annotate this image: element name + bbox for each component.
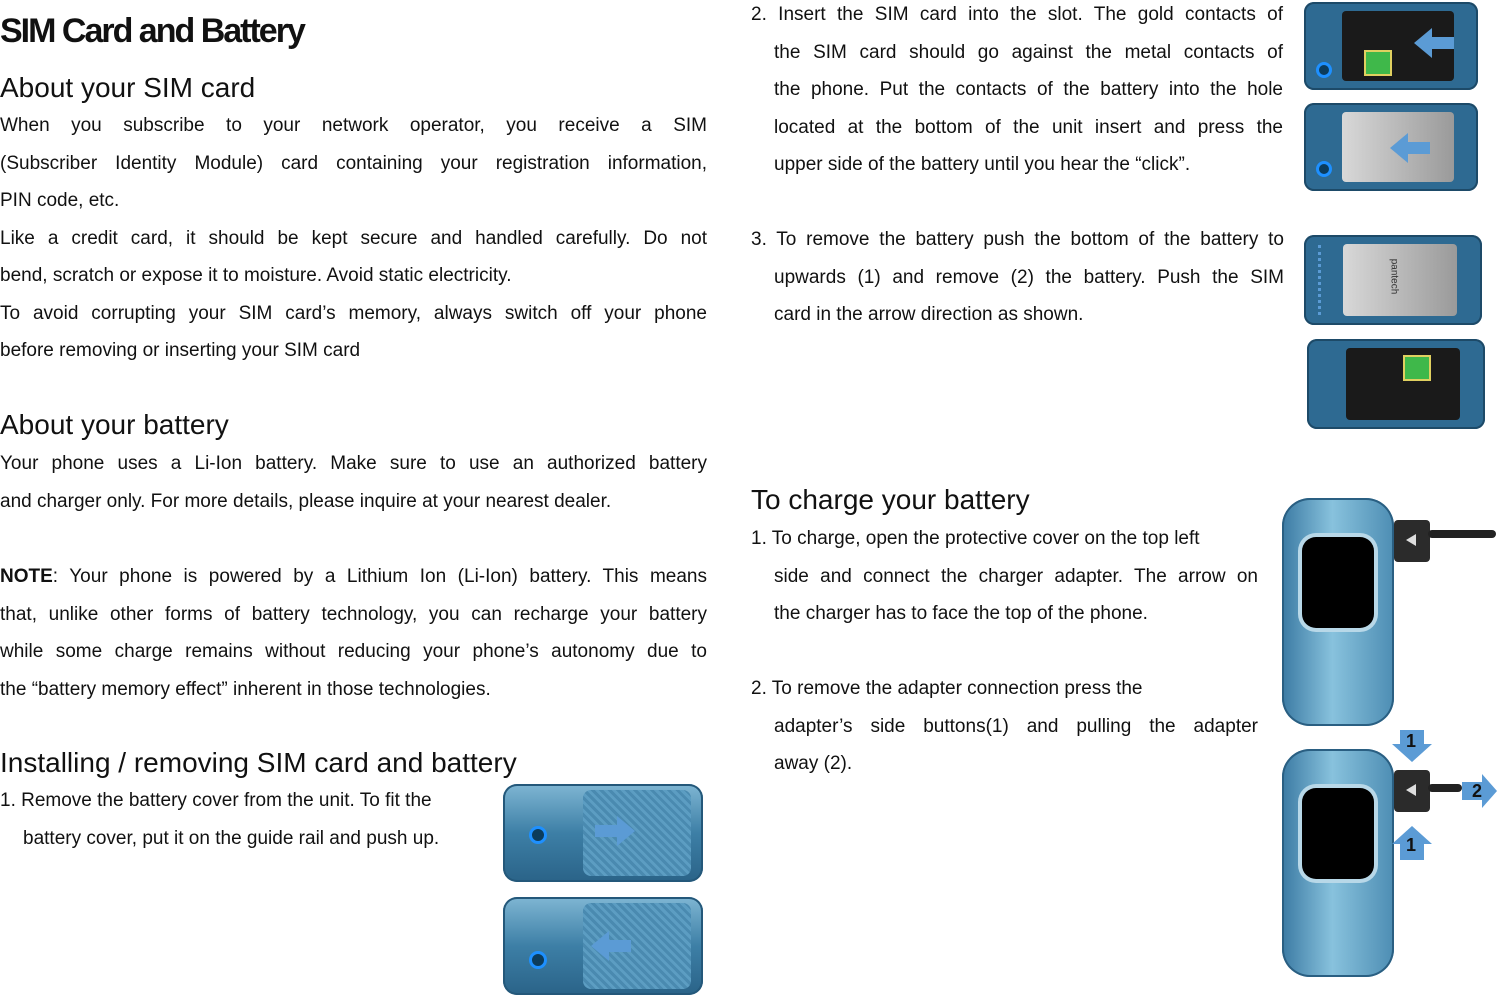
charger-adapter (1394, 770, 1430, 812)
text-line: Your phone uses a Li-Ion battery. Make sure to use an authorized battery (0, 453, 707, 474)
battery-paragraph (0, 445, 707, 520)
note-label: NOTE (0, 566, 53, 587)
sim-heading: About your SIM card (0, 72, 256, 103)
text-line: 2. Insert the SIM card into the slot. The gold contacts of (751, 4, 1283, 25)
text-line: the charger has to face the top of the phone. (774, 603, 1148, 624)
sim-card (1403, 355, 1431, 381)
install-step-2 (751, 0, 1283, 184)
text-line: before removing or inserting your SIM card (0, 340, 361, 361)
sim-card (1364, 50, 1392, 76)
text-line: upper side of the battery until you hear the “click”. (774, 154, 1191, 175)
text-line: When you subscribe to your network operator, you receive a SIM (0, 115, 707, 136)
text-line: the “battery memory effect” inherent in those technologies. (0, 678, 491, 700)
battery-heading: About your battery (0, 409, 229, 440)
text-line: To avoid corrupting your SIM card’s memory, always switch off your phone (0, 302, 707, 324)
camera-lens (1316, 161, 1332, 177)
callout-label-2: 2 (1472, 781, 1483, 801)
battery-remove-image (1304, 235, 1482, 325)
text-line: the phone. Put the contacts of the battery into the hole (774, 79, 1283, 100)
charger-cable (1428, 784, 1462, 792)
text-line: bend, scratch or expose it to moisture. Avoid static electricity. (0, 265, 512, 286)
battery-brand: pantech (1388, 258, 1400, 295)
charge-step-1 (751, 520, 1258, 633)
battery-cover-image-1 (503, 784, 703, 882)
sim-paragraph-1 (0, 107, 707, 370)
text-line: side and connect the charger adapter. The arrow on (774, 565, 1258, 587)
text-line: Like a credit card, it should be kept secure and handled carefully. Do not (0, 227, 707, 249)
callout-label-3: 1 (1406, 835, 1417, 855)
battery (1343, 244, 1457, 316)
note-paragraph (0, 558, 707, 708)
push-indicator (1318, 245, 1325, 315)
install-step-3 (751, 221, 1284, 334)
text-line: (Subscriber Identity Module) card containing your registration information, (0, 152, 707, 174)
note-text: : Your phone is powered by a Lithium Ion (Li-Ion) battery. This means (52, 566, 707, 587)
camera-lens (529, 951, 547, 969)
charger-cable (1428, 530, 1496, 538)
callout-label-1: 1 (1406, 731, 1417, 751)
page-title: SIM Card and Battery (0, 12, 304, 50)
adapter-arrow-icon (1404, 532, 1420, 548)
text-line: PIN code, etc. (0, 190, 120, 211)
camera-lens (1316, 62, 1332, 78)
text-line: while some charge remains without reducing your phone’s autonomy due to (0, 641, 707, 662)
text-line: card in the arrow direction as shown. (774, 304, 1084, 325)
install-step-1 (0, 782, 439, 857)
install-heading: Installing / removing SIM card and battery (0, 747, 517, 778)
charger-adapter (1394, 520, 1430, 562)
battery-insert-image (1304, 103, 1478, 191)
arrow-right-icon (595, 816, 635, 846)
text-line: 2. To remove the adapter connection press the (751, 678, 1143, 699)
adapter-arrow-icon (1404, 782, 1420, 798)
camera-lens (529, 826, 547, 844)
phone-unplug-image (1282, 749, 1394, 977)
text-line: 1. To charge, open the protective cover on the top left (751, 528, 1200, 549)
sim-remove-image (1307, 339, 1485, 429)
text-line: 3. To remove the battery push the bottom of the battery to (751, 229, 1284, 250)
arrow-left-icon (1390, 133, 1430, 163)
text-line: 1. Remove the battery cover from the unit. To fit the (0, 790, 432, 811)
phone-screen (1302, 537, 1374, 628)
phone-screen (1302, 788, 1374, 879)
text-line (0, 558, 707, 596)
text-line: battery cover, put it on the guide rail and push up. (23, 827, 440, 849)
text-line: adapter’s side buttons(1) and pulling the adapter (774, 715, 1258, 737)
text-line: upwards (1) and remove (2) the battery. Push the SIM (774, 266, 1284, 288)
phone-charging-image (1282, 498, 1394, 726)
text-line: the SIM card should go against the metal contacts of (774, 41, 1283, 63)
arrow-left-icon (1414, 28, 1454, 58)
charge-heading: To charge your battery (751, 484, 1030, 515)
sim-insert-image (1304, 2, 1478, 90)
battery-cover-image-2 (503, 897, 703, 995)
text-line: located at the bottom of the unit insert and press the (774, 116, 1283, 138)
charge-step-2 (751, 670, 1258, 783)
text-line: and charger only. For more details, please inquire at your nearest dealer. (0, 490, 612, 512)
text-line: away (2). (774, 753, 853, 774)
arrow-left-icon (591, 931, 631, 961)
text-line: that, unlike other forms of battery technology, you can recharge your battery (0, 603, 707, 625)
